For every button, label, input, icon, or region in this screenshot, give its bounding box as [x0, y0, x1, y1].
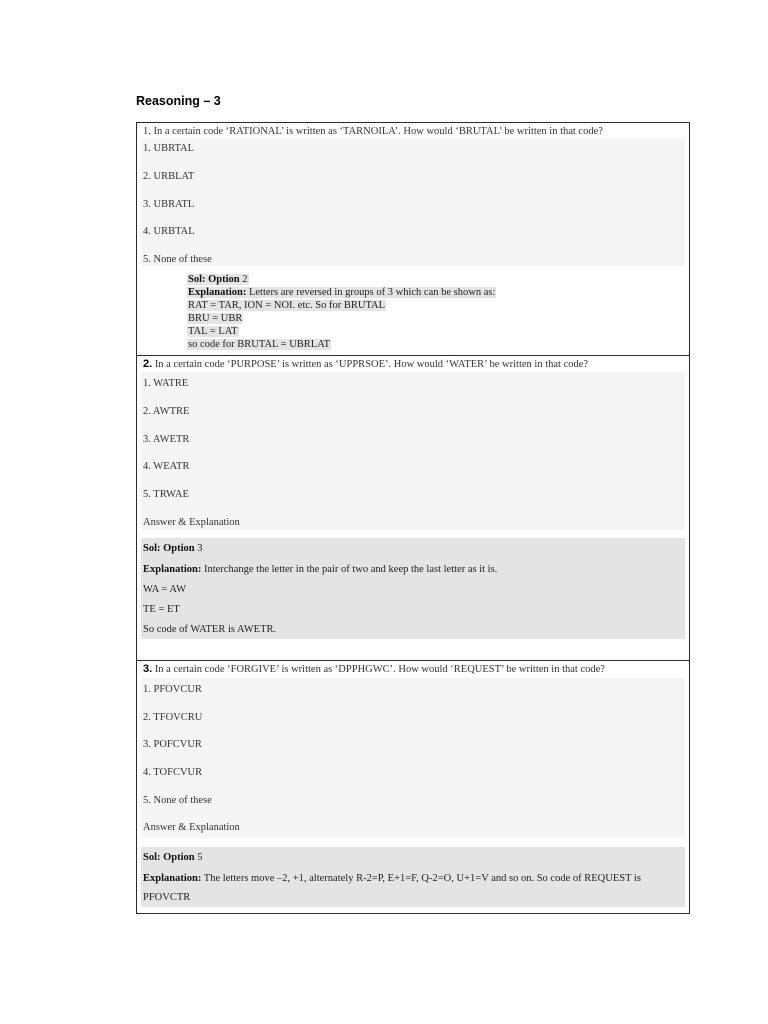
solution-line-2: BRU = UBR	[188, 313, 243, 324]
question-1-prompt: In a certain code ‘RATIONAL’ is written as ‘TARNOILA’. How would ‘BRUTAL’ be written in that code?	[153, 126, 603, 137]
solution-line-3: TAL = LAT	[188, 326, 238, 337]
option-2: 2. TFOVCRU	[143, 712, 203, 723]
sol-value: 5	[197, 852, 203, 863]
question-3-options	[141, 678, 685, 838]
option-4: 4. TOFCVUR	[143, 767, 203, 778]
solution-line-1: RAT = TAR, ION = NOI. etc. So for BRUTAL	[188, 300, 386, 311]
option-3: 3. AWETR	[143, 434, 190, 445]
question-2-number: 2.	[143, 358, 153, 370]
option-5: 5. None of these	[143, 795, 212, 806]
question-2-box	[136, 355, 690, 661]
question-3-prompt: In a certain code ‘FORGIVE’ is written as ‘DPPHGWC’. How would ‘REQUEST’ be written in that code?	[154, 664, 605, 675]
solution-line-1: WA = AW	[143, 584, 186, 595]
question-1-text	[143, 125, 683, 138]
option-1: 1. PFOVCUR	[143, 684, 202, 695]
explanation-text: The letters move –2, +1, alternately R-2=P, E+1=F, Q-2=O, U+1=V and so on. So code of REQUEST is	[203, 873, 641, 884]
explanation-text: Letters are reversed in groups of 3 which can be shown as:	[248, 287, 496, 298]
question-3-box	[136, 660, 690, 914]
option-3: 3. UBRATL	[143, 199, 195, 210]
option-4: 4. URBTAL	[143, 226, 195, 237]
question-1-options	[141, 138, 685, 266]
explanation-label: Explanation:	[143, 873, 202, 884]
question-1-number: 1.	[143, 126, 151, 137]
question-2-solution	[141, 538, 685, 639]
solution-line-2: TE = ET	[143, 604, 180, 615]
option-2: 2. URBLAT	[143, 171, 195, 182]
sol-label: Sol: Option	[188, 274, 240, 285]
solution-line-3: So code of WATER is AWETR.	[143, 624, 277, 635]
option-5: 5. None of these	[143, 254, 212, 265]
answer-explanation-link[interactable]: Answer & Explanation	[143, 517, 240, 528]
answer-explanation-link[interactable]: Answer & Explanation	[143, 822, 240, 833]
question-1-solution	[187, 273, 496, 351]
question-2-prompt: In a certain code ‘PURPOSE’ is written as ‘UPPRSOE’. How would ‘WATER’ be written in that code?	[154, 359, 589, 370]
explanation-label: Explanation:	[143, 564, 202, 575]
question-3-number: 3.	[143, 663, 153, 675]
option-2: 2. AWTRE	[143, 406, 190, 417]
question-2-options	[141, 372, 685, 530]
explanation-label: Explanation:	[188, 287, 247, 298]
sol-label: Sol: Option	[143, 852, 195, 863]
explanation-continued: PFOVCTR	[143, 892, 191, 903]
question-3-solution	[141, 847, 685, 907]
page-heading: Reasoning – 3	[136, 94, 221, 108]
question-2-text	[143, 358, 683, 371]
option-4: 4. WEATR	[143, 461, 190, 472]
solution-line-4: so code for BRUTAL = UBRLAT	[188, 339, 331, 350]
sol-value: 3	[197, 543, 203, 554]
sol-label: Sol: Option	[143, 543, 195, 554]
option-1: 1. UBRTAL	[143, 143, 195, 154]
option-1: 1. WATRE	[143, 378, 189, 389]
question-3-text	[143, 663, 683, 676]
option-3: 3. POFCVUR	[143, 739, 202, 750]
question-1-box	[136, 122, 690, 356]
sol-value: 2	[242, 274, 248, 285]
option-5: 5. TRWAE	[143, 489, 189, 500]
explanation-text: Interchange the letter in the pair of two and keep the last letter as it is.	[203, 564, 498, 575]
